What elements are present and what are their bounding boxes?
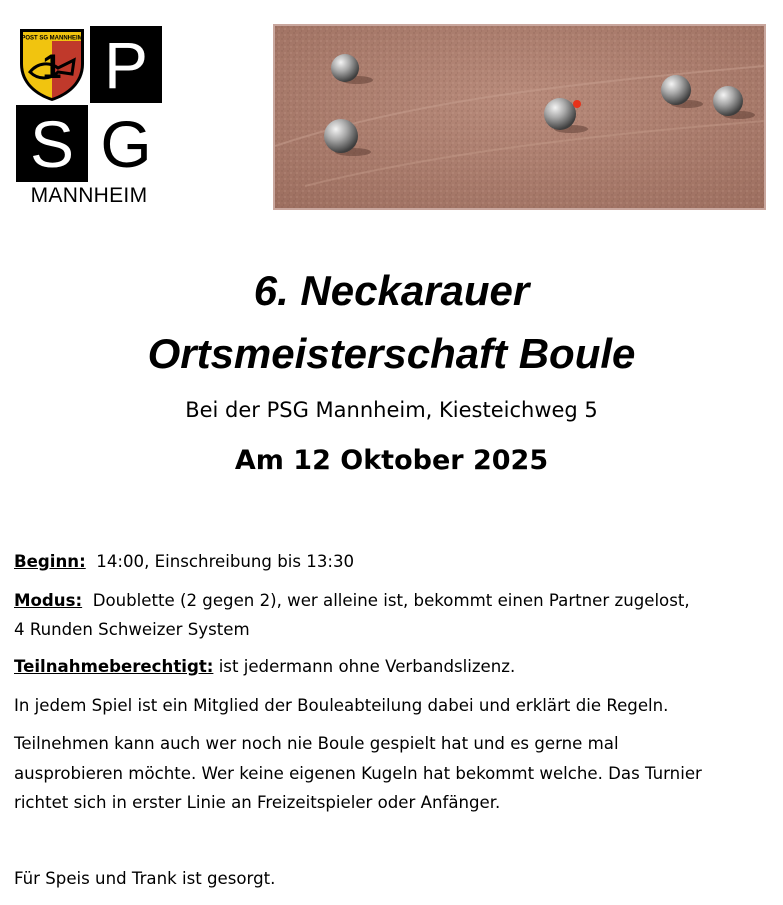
event-title-line-1: 6. Neckarauer — [253, 267, 530, 314]
boule-balls-image — [275, 26, 764, 208]
boule-ball — [544, 98, 576, 130]
modus-text-2: 4 Runden Schweizer System — [14, 620, 250, 639]
event-title-line-2: Ortsmeisterschaft Boule — [147, 330, 636, 377]
svg-text:1: 1 — [42, 48, 62, 86]
psg-logo — [16, 26, 162, 208]
event-location: Bei der PSG Mannheim, Kiesteichweg 5 — [185, 398, 598, 422]
paragraph-line-2: ausprobieren möchte. Wer keine eigenen Kugeln hat bekommt welche. Das Turnier — [14, 764, 702, 783]
teilnahme-text: ist jedermann ohne Verbandslizenz. — [218, 657, 516, 676]
closing-text: Für Speis und Trank ist gesorgt. — [14, 869, 276, 888]
crest-cell — [16, 26, 88, 103]
beginn-text: 14:00, Einschreibung bis 13:30 — [96, 552, 355, 571]
event-date: Am 12 Oktober 2025 — [234, 445, 549, 476]
logo-city: MANNHEIM — [30, 184, 148, 207]
boule-ball — [713, 86, 743, 116]
paragraph-line-1: Teilnehmen kann auch wer noch nie Boule gespielt hat und es gerne mal — [14, 734, 619, 753]
boule-ball — [331, 54, 359, 82]
paragraph-line-3: richtet sich in erster Linie an Freizeitspieler oder Anfänger. — [14, 793, 501, 812]
logo-letter-s: S — [16, 105, 88, 182]
modus-label: Modus: — [14, 591, 83, 610]
modus-line — [14, 591, 690, 611]
boule-photo — [273, 24, 766, 210]
beginn-label: Beginn: — [14, 552, 86, 571]
beginn-line — [14, 552, 354, 572]
teilnahme-line — [14, 657, 515, 677]
crest-icon — [16, 26, 88, 103]
boule-ball — [324, 119, 358, 153]
boule-ball — [661, 75, 691, 105]
modus-text: Doublette (2 gegen 2), wer alleine ist, bekommt einen Partner zugelost, — [92, 591, 690, 610]
jack-ball — [573, 100, 581, 108]
paragraph-rules: In jedem Spiel ist ein Mitglied der Bouleabteilung dabei und erklärt die Regeln. — [14, 696, 669, 715]
logo-letter-p: P — [90, 26, 162, 103]
teilnahme-label: Teilnahmeberechtigt: — [14, 657, 214, 676]
logo-letter-g: G — [90, 105, 162, 182]
crest-text: POST SG MANNHEIM — [21, 35, 83, 42]
